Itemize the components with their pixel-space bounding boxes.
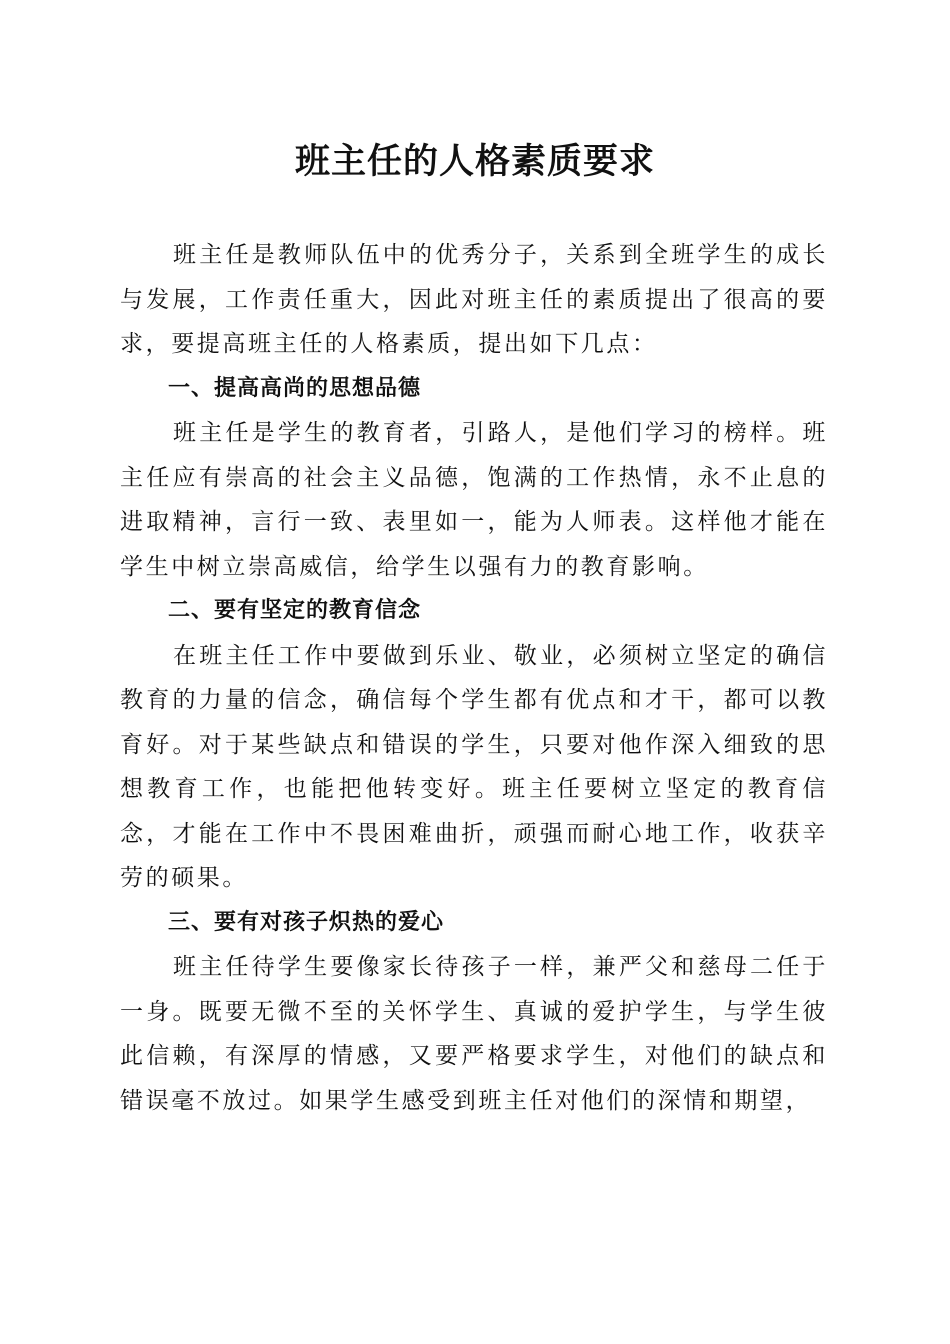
section-body-3: 班主任待学生要像家长待孩子一样，兼严父和慈母二任于一身。既要无微不至的关怀学生、真诚的爱护学生，与学生彼此信赖，有深厚的情感，又要严格要求学生，对他们的缺点和错误毫不放过。如果学生感受到班主任对他们的深情和期望， [120,954,828,1114]
section-body-1: 班主任是学生的教育者，引路人，是他们学习的榜样。班主任应有崇高的社会主义品德，饱满的工作热情，永不止息的进取精神，言行一致、表里如一，能为人师表。这样他才能在学生中树立崇高威信，给学生以强有力的教育影响。 [120,420,828,580]
document-body [120,233,828,1123]
section-body-2: 在班主任工作中要做到乐业、敬业，必须树立坚定的确信教育的力量的信念，确信每个学生都有优点和才干，都可以教育好。对于某些缺点和错误的学生，只要对他作深入细致的思想教育工作，也能把他转变好。班主任要树立坚定的教育信念，才能在工作中不畏困难曲折，顽强而耐心地工作，收获辛劳的硕果。 [120,642,828,891]
intro-paragraph: 班主任是教师队伍中的优秀分子，关系到全班学生的成长与发展，工作责任重大，因此对班主任的素质提出了很高的要求，要提高班主任的人格素质，提出如下几点： [120,242,828,357]
document-title: 班主任的人格素质要求 [294,141,655,182]
section-heading-3: 三、要有对孩子炽热的爱心 [168,909,445,935]
section-heading-1: 一、提高高尚的思想品德 [168,375,422,401]
section-heading-2: 二、要有坚定的教育信念 [168,598,422,623]
